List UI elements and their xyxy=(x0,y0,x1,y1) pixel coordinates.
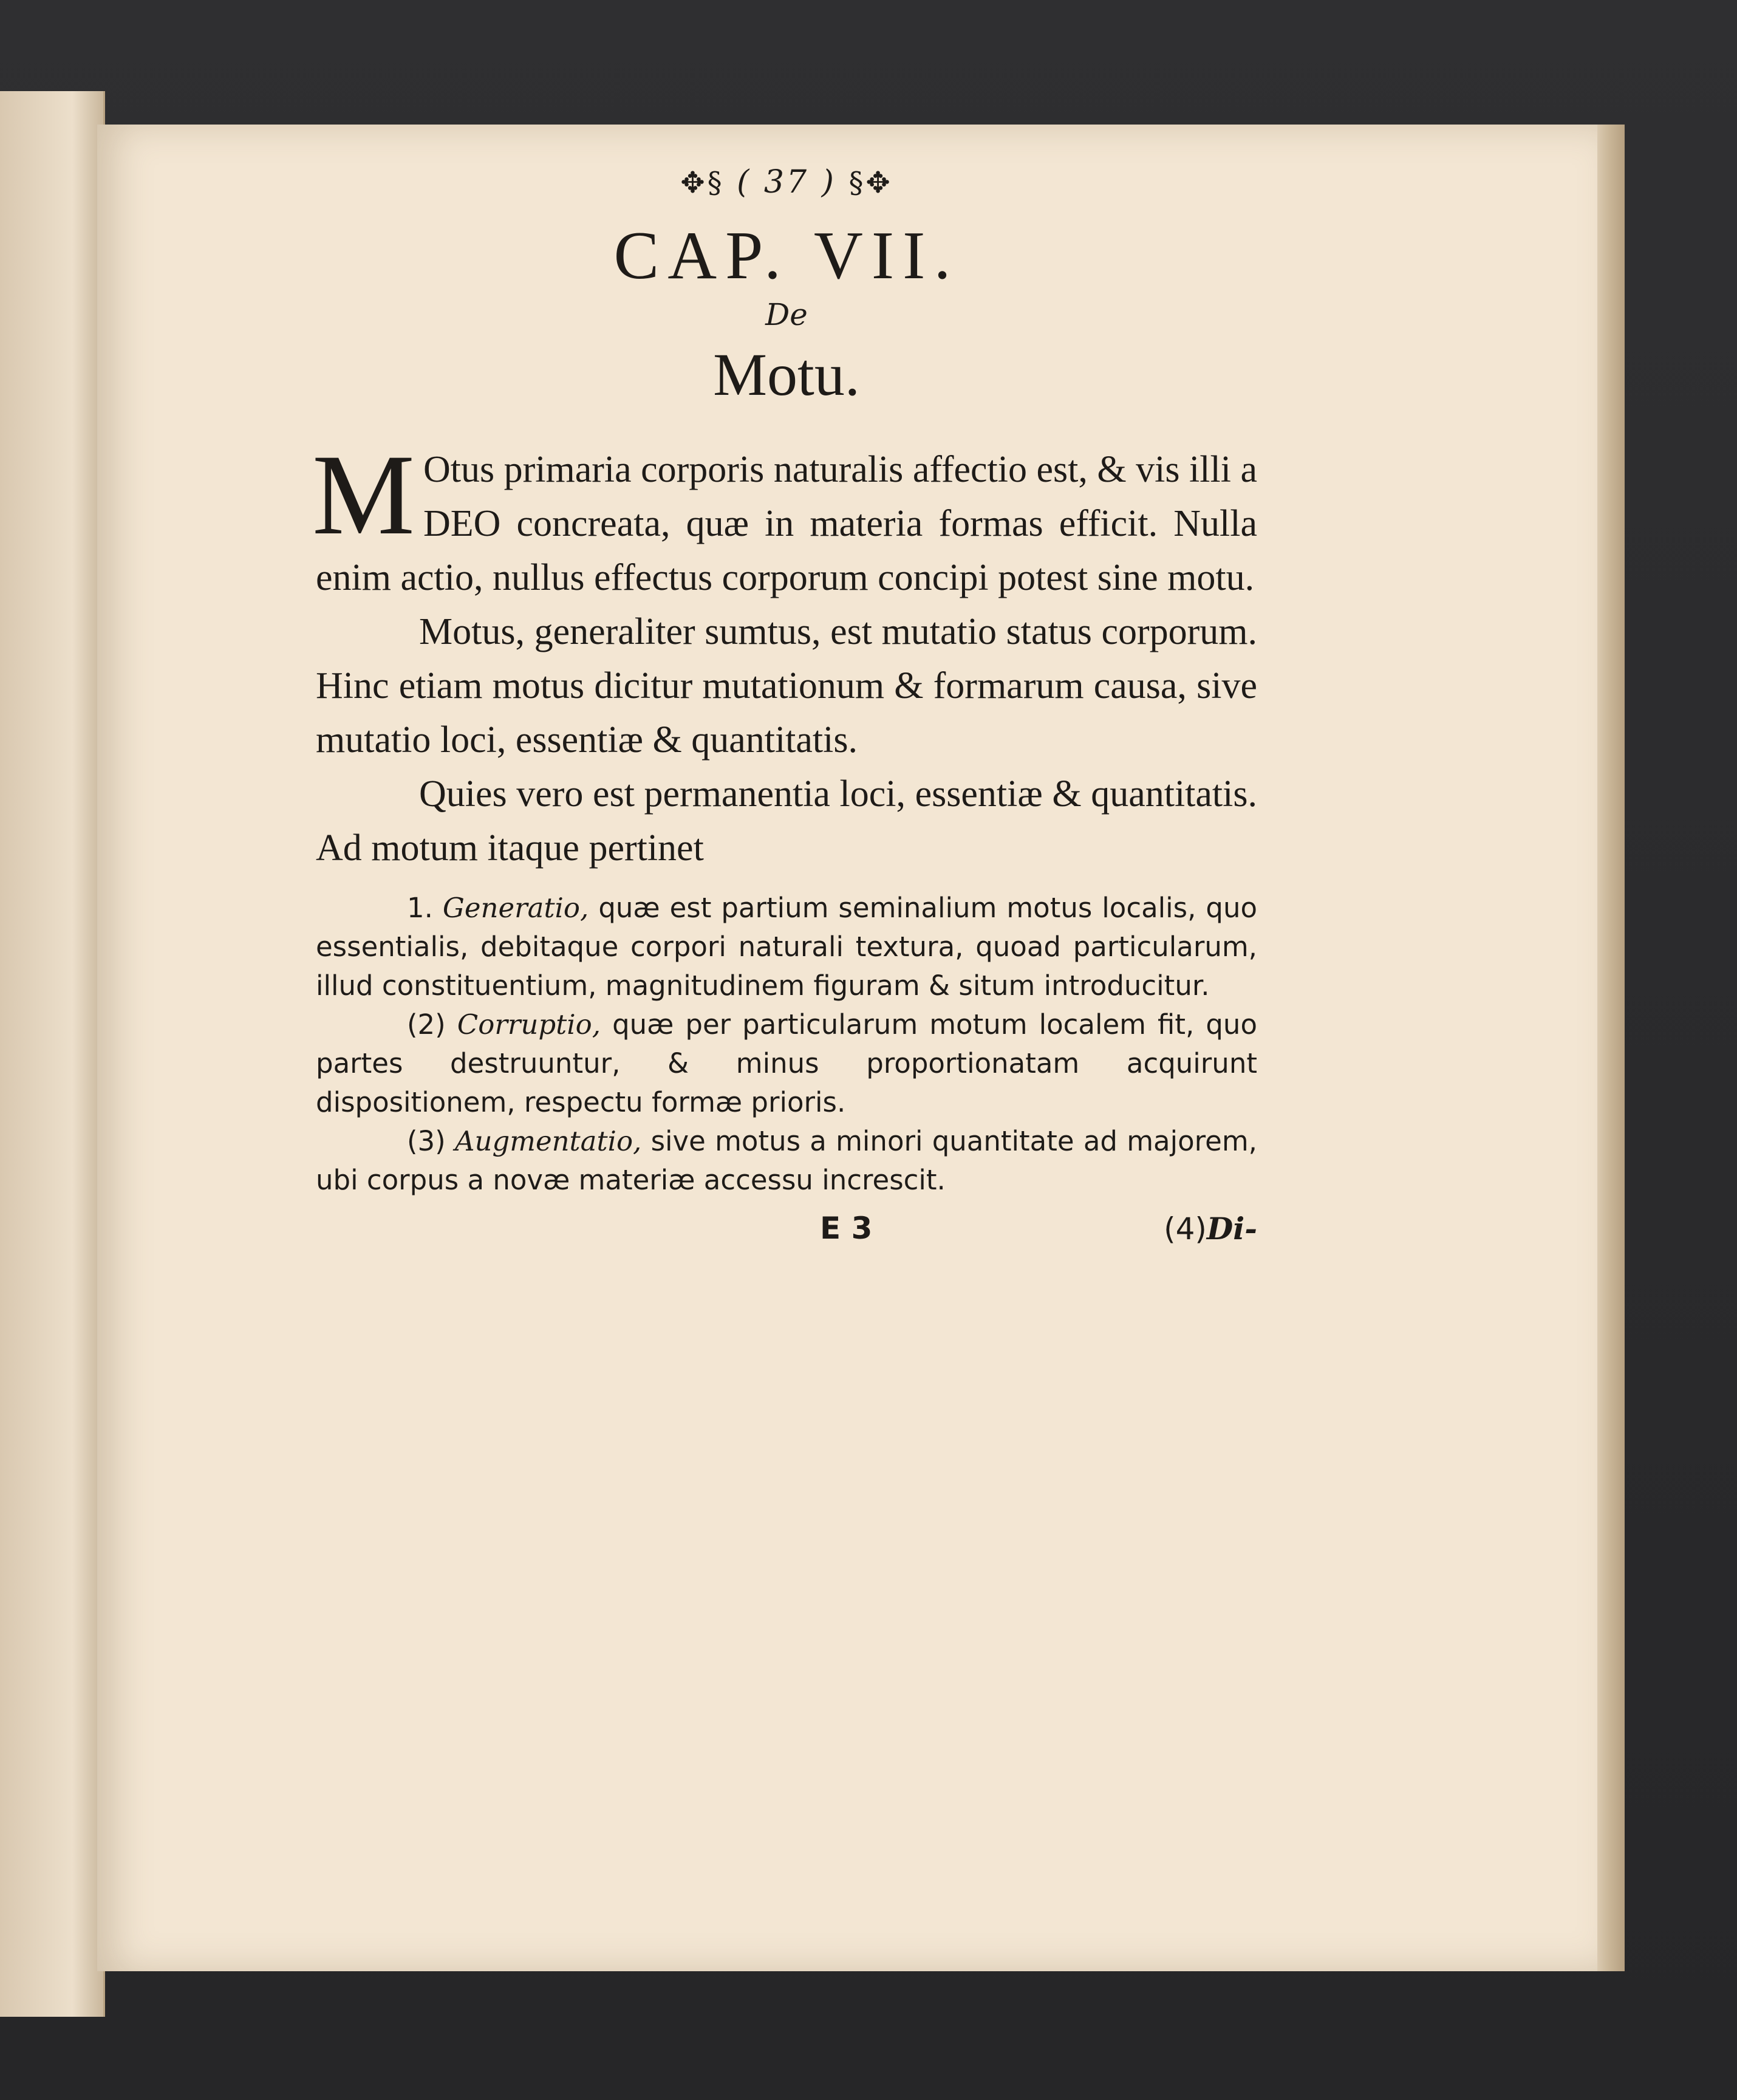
catchword-word: Di- xyxy=(1206,1211,1257,1247)
note-1 xyxy=(316,889,1257,1005)
running-header xyxy=(316,164,1257,213)
drop-cap: M xyxy=(312,431,415,559)
catchword-number: (4) xyxy=(1164,1211,1207,1247)
note-1-text: quæ est partium seminalium motus localis, quo essentialis, debitaque corpori naturali textura, quoad particularum, illud constituentium, magnitudinem figuram & situm introducitur. xyxy=(316,892,1257,1002)
page-footer xyxy=(316,1211,1257,1259)
paragraph-1 xyxy=(312,431,1257,605)
note-1-term: Generatio, xyxy=(442,892,589,925)
numbered-notes xyxy=(316,889,1257,1200)
note-3-term: Augmentatio, xyxy=(454,1125,642,1158)
note-2-text: quæ per particularum motum localem fit, quo partes destruuntur, & minus proportionatam acquirunt dispositionem, respectu formæ prioris. xyxy=(316,1008,1257,1119)
note-3-number: (3) xyxy=(407,1125,446,1158)
de-subheading: De xyxy=(765,297,808,333)
chapter-title: Motu. xyxy=(713,341,860,409)
page-number: ( 37 ) xyxy=(737,164,836,200)
ornament-left: ✥§ xyxy=(680,166,725,200)
ornament-right: §✥ xyxy=(848,166,893,200)
paragraph-2: Motus, generaliter sumtus, est mutatio status corporum. Hinc etiam motus dicitur mutationum & formarum causa, sive mutatio loci, essentiæ & quantitatis. xyxy=(316,611,1257,761)
signature-mark: E 3 xyxy=(820,1211,873,1247)
note-2-number: (2) xyxy=(407,1008,446,1041)
note-3 xyxy=(316,1122,1257,1200)
note-1-number: 1. xyxy=(407,892,433,925)
paragraph-3: Quies vero est permanentia loci, essentiæ & quantitatis. Ad motum itaque pertinet xyxy=(316,773,1257,869)
paragraph-1-text: Otus primaria corporis naturalis affectio est, & vis illi a DEO concreata, quæ in materia formas efficit. Nulla enim actio, nullus effectus corporum concipi potest sine motu. xyxy=(316,449,1257,599)
note-3-text: sive motus a minori quantitate ad majorem, ubi corpus a novæ materiæ accessu increscit. xyxy=(316,1125,1257,1197)
catchword xyxy=(1164,1211,1257,1247)
chapter-heading: CAP. VII. xyxy=(613,218,960,293)
page-content xyxy=(312,164,1257,1259)
left-page-edge xyxy=(0,91,105,2017)
body-text xyxy=(312,431,1257,875)
note-2 xyxy=(316,1005,1257,1122)
note-2-term: Corruptio, xyxy=(457,1008,601,1041)
